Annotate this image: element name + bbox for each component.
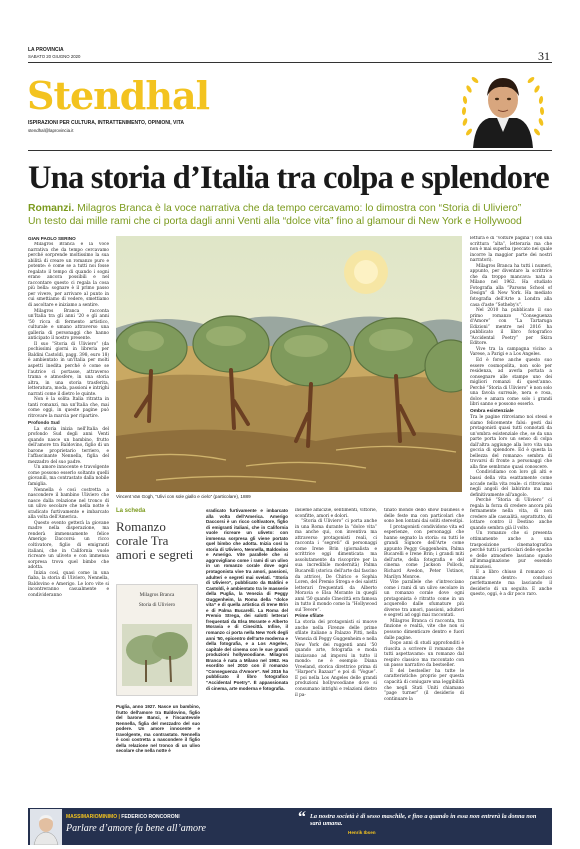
- subheading: Profondo Sud: [28, 420, 60, 426]
- sidebar-label: La scheda: [116, 508, 146, 514]
- footer-quote: La nostra società è di sesso maschile, e fino a quando in essa non entrerà la donna non sarà umana.: [310, 813, 537, 828]
- paragraph: Inizia così, quasi come in una fiaba, la storia di Ulivierο, Nennella, Baldovino e Amerigo. Le loro vite si incontreranno casualmente e condivideranno: [28, 570, 109, 598]
- paragraph: Ed è forse anche questo suo essere cosmopolita, non solo per residenza, ad averla portata a consegnare alle stampe uno dei migliori romanzi di quest'anno. Perché “Storia di Ulivierο” è non solo una favola surreale, nera e rosa, dolce e amara come solo i grandi libri sanno e possono esserlo.: [470, 358, 552, 408]
- book-cover: [116, 584, 198, 696]
- paragraph: È del bestseller ha tutte le caratteristiche: proprio per questa capacità di coniugare una leggibilità che negli Stati Uniti chiamano “page turner” (il desiderio di continuare la: [384, 668, 464, 702]
- paragraph: Tra le pagine ritroviamo noi stessi e siamo felicemente falsi: gesti dai protagonisti quasi tutti connotati da un'ombra esistenziale che, se da una parte porta loro un senso di colpa dall'altra aggiunge alla loro vita una goccia di splendore. Ed è questa la bellezza del romanzo: sembra di trovarsi di fronte a personaggi che alla fine sembrano quasi conoscere.: [470, 414, 552, 470]
- rubric-separator: |: [118, 814, 122, 820]
- column-4: [470, 236, 552, 802]
- book-title: Storia di Ulivierο: [138, 602, 176, 608]
- rubric-title: Parlare d’amore fa bene all’amore: [66, 823, 206, 834]
- paragraph: Il suo “Storia di Ulivierο” (da pochissimi giorni in libreria per Baldini Castoldi, pagg. 398, euro 18) è ambientato in un'Italia per molti aspetti inedita perché è come se l'autrice ci portasse, attraverso trama e atmosfere, in una storia altra, in una storia trasferita, letteratura, moda, passioni e intrighi narrati come il dietro le quinte.: [28, 341, 109, 397]
- paragraph: La storia inizia nell'Italia del profondo Sud degli anni Venti quando nasce un bambino, frutto dell'amore tra Baldovino, figlio di un barone proprietario terriero, e l'affascinante Nennella, figlia del mezzadro del suo padre.: [28, 426, 109, 465]
- paragraph: Perché “Storia di Ulivierο” ci regala la forza di credere ancora più fermamente nella vita, di non credere alle casualità, soprattutto, di lottare contro il Destino anche quando sembra già il volto.: [470, 498, 552, 531]
- deck: [28, 202, 558, 228]
- deck-kicker: Romanzi.: [28, 203, 75, 214]
- paragraph: insieme amicizie, sentimenti, vittorie, sconfitte, amori e dolori.: [295, 508, 377, 519]
- paragraph: Un romanzo che si presenta ottimamente anche a una trasposizione cinematografica perché tutti i particolari delle epoche e delle atmosfere lasciano spazio all'immaginazione pur essendo minuziosi.: [470, 531, 552, 570]
- paragraph: Nel 2010 ha pubblicato il suo primo romanzo “Conseguenza d'Amore” con “La Tartaruga Edizioni” mentre nel 2016 ha pubblicato il libro fotografico “Accidental Poetry” per Skira Editore.: [470, 308, 552, 347]
- sidebar-title: Romanzo corale Tra amori e segreti: [116, 519, 194, 562]
- paragraph: Un amore innocente e travolgente come possono esserlo soltanto quelli giovanili, ma contrastato dalla nobile famiglia.: [28, 465, 109, 487]
- issue-date: SABATO 20 GIUGNO 2020: [28, 54, 81, 59]
- section-title: Stendhal: [27, 73, 210, 118]
- paragraph: I protagonisti condividono vita ed esperienze, con personaggi che hanno segnato la storia: su tutti le grandi Signore dell'Arte come appunto Peggy Guggenheim, Palma Bucarelli e Irene Brin; i grandi miti dell'arte, della fotografia e del cinema come Jackson Pollock, Richard Avedon, Peter Ustinov, Marilyn Monroe.: [384, 524, 464, 580]
- section-tagline: ISPIRAZIONI PER CULTURA, INTRATTENIMENTO, OPINIONI, VITA: [28, 120, 185, 126]
- subheading: Ombra esistenziale: [470, 408, 514, 414]
- paragraph: “Storia di Ulivierο” ci porta anche in una Roma durante la “dolce vita” ma anche qui, con inventiva ma attraverso protagonisti reali, ci racconta i “segreti” di personaggi come Irene Brin (giornalista e scrittrice oggi dimenticata ma assolutamente da riscoprire per la sua incredibile modernità) Palma Bucarelli (storica dell'arte dal fascino da attrice), De Chirico e Sophia Loren, del Premio Strega e dei salotti letterari frequentati da Alberto Moravia e Elsa Morante in quegli anni '50 quando Cinecittà era famosa in tutto il mondo come la “Hollywood sul Tevere”.: [295, 519, 377, 613]
- paragraph: tinato mondo dello show business e delle feste ma con particolari che sono ben lontani dai soliti stereotipi.: [384, 508, 464, 525]
- column-3: [295, 508, 377, 804]
- paragraph: Vite parallele che s'intrecciano come i rami di un ulivo secolare in un romanzo corale dove ogni protagonista è ritratto come in un acquerello dalle sfumature più diverse tra amori, passioni, adulteri e segreti ad oggi mai raccontati.: [384, 580, 464, 619]
- paragraph: Vive tra la campagna vicino a Varese, a Parigi e a Los Angeles.: [470, 346, 552, 358]
- quote-author: Henrik Ibsen: [348, 830, 376, 835]
- byline: GIAN PAOLO SERINO: [28, 236, 76, 241]
- paragraph: E a libro chiuso il romanzo ci rimane dentro: concluso perfettamente ma lasciando il desiderio di un seguito. E anche questo, oggi, è a dir poco raro.: [470, 570, 552, 598]
- stendhal-portrait: [455, 62, 551, 148]
- paper-name: LA PROVINCIA: [28, 47, 64, 53]
- columnist-portrait: [30, 809, 62, 845]
- paragraph: Milagros Branca ha tutti i numeri, appunto, per diventare la scrittrice che da troppo mancava: nata a Milano nel 1962. Ha studiato Fotografia alla “Parsons School of Design” di New York. Ha mediato fotografia dell'Arte a Londra alla casa d'aste “Sotheby's”.: [470, 263, 552, 308]
- deck-line-1: Milagros Branca è la voce narrativa che da tempo cercavamo: lo dimostra con “Storia di Ulivierο”: [74, 203, 522, 214]
- paragraph: lettura e di “volture pagina”) con una scrittura “alta”, letteraria ma che non è mai superba (peccato nei quale incorre la maggior parte dei nostri narratori).: [470, 236, 552, 264]
- paragraph: Milagros Branca è la voce narrativa che da tempo cercavamo perché sorprende moltissimo la sua abilità di creare un romanzo puro e potente: è come se a tutti noi fosse regalato il tempo di quando i sogni erano ancora possibili e nel raccontare questo ci regala la cosa più bella: sognare è il primo passo per vivere, per arrivare al punto in cui smettiamo di vedere, smettiamo di ascoltare e iniziamo a sentire.: [28, 242, 109, 309]
- paragraph: Nennella è così costretta a nascondere il bambino Ulivierο che nasce dalla relazione nel tronco di un ulivo secolare che nella notte è sradicato furtivamente e imbarcato alla volta dell'America.: [28, 487, 109, 521]
- rubric-name: MASSIMARIOMINIMO: [66, 814, 118, 820]
- image-caption: Vincent Van Gogh, “Ulivi con sole giallo e cielo” (particolare), 1889: [116, 494, 251, 499]
- section-email[interactable]: stendhal@laprovincia.it: [28, 128, 74, 133]
- paragraph: Milagros Branca racconta un'Italia tra gli anni '20 e gli anni '50 ricca di fermento artistico, culturale e umano attraverso una galleria di personaggi che hanno anticipato il nostro presente.: [28, 308, 109, 342]
- paragraph: Condividiamo con loro gli alti e bassi della vita esattamente come accade nella vita reale: ci ritroviamo negli angoli del labirinto ma mai definitivamente all'angolo.: [470, 470, 552, 498]
- paragraph: Dopo anni di studi approfonditi è riuscita a scrivere il romanzo che tutti aspettavamo: un romanzo dal respiro classico ma raccontato con un passo narrativo da bestseller.: [384, 641, 464, 669]
- sidebar-text: sradicato furtivamente e imbarcato alla volta dell'America. Amerigo Daccorsi è un ricco coltivatore, figlio di emigranti italiani, che in California vuole ricreare un uliveto: con immensa sorpresa gli viene portato quel bimbo che adotta. Inizia così la storia di Ulivierο, Nennella, Baldovino e Amerigo. Vite parallele che si aggrovigliano come i rami di un ulivo in un romanzo corale dove ogni protagonista vive tra amori, passioni, adulteri e segreti mai svelati. “Storia di Ulivierο”, pubblicato da Baldini e Castoldi, è ambientato tra le masserie della Puglia, la Venezia di Peggy Guggenheim, la Roma della “dolce vita” e di quella artistica di Irene Brin e di Palma Bucarelli. La Roma del Premio Strega, dei salotti letterari frequentati da Elsa Morante e Alberto Moravia e di Cinecittà. Infine, il romanzo ci porta nella New York degli anni '50, epicentro dell'arte moderna e della fotografia, e a Los Angeles, capitale del cinema con le sue grandi produzioni hollywoodiane. Milagros Branca è nata a Milano nel 1962. Ha esordito nel 2010 con il romanzo “Conseguenza d'Amore”. Nel 2016 ha pubblicato il libro fotografico “Accidental Poetry”. È appassionata di cinema, arte moderna e fotografia.: [206, 508, 288, 691]
- rubric-author: FEDERICO RONCORONI: [121, 814, 180, 820]
- column-3b: [384, 508, 464, 804]
- sidebar-caption: Puglia, anno 1927. Nasce un bambino, frutto dell'amore tra Baldovino, figlio del barone Banci, e l'incantevole Nennella, figlia del mezzadro del suo podere. Un amore innocente e travolgente, ma contrastato. Nennella è così costretta a nascondere il figlio della relazione nel tronco di un ulivo secolare che nella notte è: [116, 704, 200, 754]
- paragraph: Non è la solita Italia ritratta in tanti romanzi, ma un'Italia che, mai come oggi, in queste pagine può ritrovare la marcia per ripartire.: [28, 397, 109, 419]
- header-rule-bottom: [28, 150, 552, 151]
- page-number: 31: [538, 49, 550, 63]
- paragraph: La storia dei protagonisti si muove anche nella Firenze delle prime sfilate italiane a Palazzo Pitti, nella Venezia di Peggy Guggenheim e nella New York dei ruggenti anni '50 quando arte, fotografia e moda iniziavano ad imporsi in tutto il mondo: ne è esempio Diana Vreeland, storica direttrice prima di “Harper's Bazaar” e poi di “Vogue”. E poi nella Los Angeles delle grandi produzioni hollywoodiane dove si consumano intrighi e relazioni dietro il pa-: [295, 620, 377, 698]
- quote-mark-icon: “: [298, 809, 306, 826]
- van-gogh-painting: [116, 236, 462, 492]
- paragraph: Milagros Branca ci racconta, tra finzione e realtà, vite che non si possono dimenticare dentro e fuori dalle pagine.: [384, 618, 464, 641]
- subheading: Prime sfilate: [295, 614, 324, 620]
- book-author: Milagros Branca: [139, 592, 175, 598]
- rubric-label: [66, 814, 180, 820]
- column-1: [28, 242, 109, 802]
- headline: Una storia d’Italia tra colpa e splendore: [28, 160, 549, 196]
- paragraph: Questo evento getterà la giovane madre nella disperazione, ma renderà immensamente felice Amerigo Daccorsi: un ricco coltivatore, figlio di emigranti italiani, che in California vuole ricreare un uliveto e con immensa sorpresa trova quel bimbo che adotta.: [28, 520, 109, 571]
- deck-line-2: Un testo dai mille rami che ci porta dagli anni Venti alla “dolce vita” fino al glamour di New York e Hollywood: [28, 216, 522, 227]
